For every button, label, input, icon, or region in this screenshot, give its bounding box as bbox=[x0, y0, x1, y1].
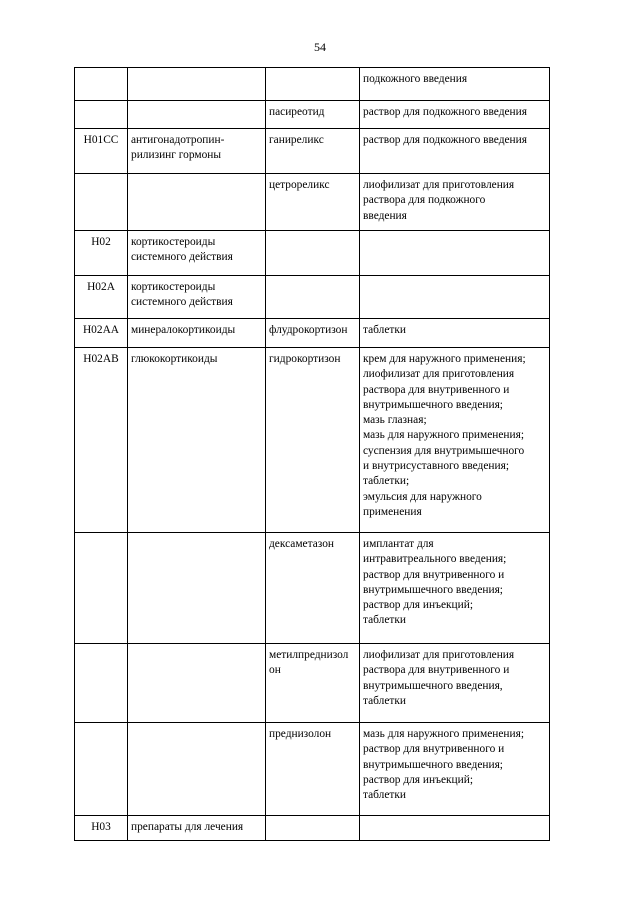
atc-code-cell: H02AB bbox=[75, 348, 128, 533]
dosage-forms-line: мазь для наружного применения; bbox=[363, 728, 525, 740]
drug-name-line: ганиреликс bbox=[269, 134, 324, 146]
dosage-forms-cell bbox=[360, 276, 550, 319]
group-name-line: глюкокортикоиды bbox=[131, 353, 218, 365]
dosage-forms-line: раствор для инъекций; bbox=[363, 773, 474, 786]
drug-name-cell bbox=[266, 533, 360, 644]
drug-name-cell bbox=[266, 723, 360, 816]
group-name-cell bbox=[128, 816, 266, 841]
group-name-line: рилизинг гормоны bbox=[131, 149, 222, 162]
drug-table bbox=[74, 67, 550, 841]
drug-name-cell bbox=[266, 816, 360, 841]
dosage-forms-cell bbox=[360, 68, 550, 101]
dosage-forms-line: применения bbox=[363, 505, 422, 518]
group-name-cell bbox=[128, 101, 266, 129]
atc-code-cell bbox=[75, 644, 128, 723]
drug-name-line: дексаметазон bbox=[269, 538, 335, 550]
dosage-forms-line: мазь для наружного применения; bbox=[363, 429, 525, 442]
dosage-forms-line: лиофилизат для приготовления bbox=[363, 368, 515, 381]
group-name-line: кортикостероиды bbox=[131, 236, 216, 248]
table-row bbox=[75, 101, 550, 129]
table-row bbox=[75, 816, 550, 841]
group-name-line: системного действия bbox=[131, 296, 233, 309]
drug-name-cell bbox=[266, 129, 360, 174]
page-number: 54 bbox=[314, 40, 326, 54]
dosage-forms-line: подкожного введения bbox=[363, 73, 468, 85]
drug-name-line: цетрореликс bbox=[269, 179, 330, 191]
dosage-forms-line: раствор для внутривенного и bbox=[363, 743, 505, 756]
group-name-line: минералокортикоиды bbox=[131, 324, 236, 336]
atc-code-cell: H01CC bbox=[75, 129, 128, 174]
drug-name-line: он bbox=[269, 664, 281, 677]
dosage-forms-line: раствора для подкожного bbox=[363, 194, 486, 207]
dosage-forms-line: внутримышечного введения; bbox=[363, 398, 503, 411]
atc-code-cell bbox=[75, 533, 128, 644]
drug-name-cell bbox=[266, 348, 360, 533]
table-row bbox=[75, 319, 550, 348]
dosage-forms-line: суспензия для внутримышечного bbox=[363, 444, 525, 457]
dosage-forms-line: раствор для внутривенного и bbox=[363, 568, 505, 581]
drug-name-line: метилпреднизол bbox=[269, 649, 349, 661]
dosage-forms-line: крем для наружного применения; bbox=[363, 353, 526, 365]
drug-name-line: преднизолон bbox=[269, 728, 332, 740]
dosage-forms-line: интравитреального введения; bbox=[363, 553, 507, 566]
dosage-forms-line: лиофилизат для приготовления bbox=[363, 649, 515, 661]
dosage-forms-cell bbox=[360, 129, 550, 174]
dosage-forms-cell bbox=[360, 231, 550, 276]
dosage-forms-line: и внутрисуставного введения; bbox=[363, 460, 509, 473]
drug-name-cell bbox=[266, 68, 360, 101]
group-name-line: препараты для лечения bbox=[131, 821, 244, 833]
group-name-cell bbox=[128, 231, 266, 276]
group-name-line: антигонадотропин- bbox=[131, 134, 225, 146]
dosage-forms-line: раствора для внутривенного и bbox=[363, 383, 510, 396]
group-name-line: системного действия bbox=[131, 251, 233, 264]
table-row bbox=[75, 348, 550, 533]
dosage-forms-cell bbox=[360, 644, 550, 723]
dosage-forms-line: мазь глазная; bbox=[363, 414, 427, 427]
dosage-forms-line: таблетки bbox=[363, 789, 407, 802]
atc-code-cell: H02 bbox=[75, 231, 128, 276]
drug-name-cell bbox=[266, 644, 360, 723]
table-row bbox=[75, 129, 550, 174]
group-name-cell bbox=[128, 644, 266, 723]
drug-name-cell bbox=[266, 101, 360, 129]
atc-code-cell bbox=[75, 174, 128, 231]
atc-code-cell: H02AA bbox=[75, 319, 128, 348]
dosage-forms-cell bbox=[360, 816, 550, 841]
drug-name-line: флудрокортизон bbox=[269, 324, 348, 336]
group-name-cell bbox=[128, 319, 266, 348]
atc-code-cell bbox=[75, 68, 128, 101]
drug-table-body bbox=[75, 68, 550, 841]
dosage-forms-line: таблетки bbox=[363, 614, 407, 627]
atc-code-cell bbox=[75, 101, 128, 129]
table-row bbox=[75, 68, 550, 101]
dosage-forms-line: раствора для внутривенного и bbox=[363, 664, 510, 677]
dosage-forms-cell bbox=[360, 723, 550, 816]
group-name-cell bbox=[128, 276, 266, 319]
dosage-forms-line: таблетки bbox=[363, 694, 407, 707]
group-name-line: кортикостероиды bbox=[131, 281, 216, 293]
drug-name-cell bbox=[266, 231, 360, 276]
table-row bbox=[75, 644, 550, 723]
dosage-forms-line: имплантат для bbox=[363, 538, 434, 550]
drug-name-cell bbox=[266, 319, 360, 348]
drug-name-line: гидрокортизон bbox=[269, 353, 341, 365]
dosage-forms-line: лиофилизат для приготовления bbox=[363, 179, 515, 191]
table-row bbox=[75, 276, 550, 319]
dosage-forms-line: эмульсия для наружного bbox=[363, 490, 482, 503]
dosage-forms-line: раствор для подкожного введения bbox=[363, 106, 527, 118]
dosage-forms-line: внутримышечного введения; bbox=[363, 583, 503, 596]
dosage-forms-line: внутримышечного введения, bbox=[363, 679, 503, 692]
table-row bbox=[75, 174, 550, 231]
dosage-forms-line: внутримышечного введения; bbox=[363, 758, 503, 771]
group-name-cell bbox=[128, 129, 266, 174]
atc-code-cell: H02A bbox=[75, 276, 128, 319]
dosage-forms-line: раствор для подкожного введения bbox=[363, 134, 527, 146]
dosage-forms-cell bbox=[360, 533, 550, 644]
drug-name-cell bbox=[266, 174, 360, 231]
dosage-forms-line: раствор для инъекций; bbox=[363, 599, 474, 612]
dosage-forms-line: таблетки bbox=[363, 324, 407, 336]
dosage-forms-line: введения bbox=[363, 209, 407, 222]
dosage-forms-line: таблетки; bbox=[363, 475, 410, 488]
atc-code-cell: H03 bbox=[75, 816, 128, 841]
dosage-forms-cell bbox=[360, 101, 550, 129]
dosage-forms-cell bbox=[360, 348, 550, 533]
group-name-cell bbox=[128, 533, 266, 644]
group-name-cell bbox=[128, 68, 266, 101]
dosage-forms-cell bbox=[360, 319, 550, 348]
group-name-cell bbox=[128, 174, 266, 231]
drug-name-cell bbox=[266, 276, 360, 319]
group-name-cell bbox=[128, 348, 266, 533]
drug-name-line: пасиреотид bbox=[269, 106, 325, 118]
group-name-cell bbox=[128, 723, 266, 816]
table-row bbox=[75, 723, 550, 816]
dosage-forms-cell bbox=[360, 174, 550, 231]
table-row bbox=[75, 533, 550, 644]
table-row bbox=[75, 231, 550, 276]
atc-code-cell bbox=[75, 723, 128, 816]
